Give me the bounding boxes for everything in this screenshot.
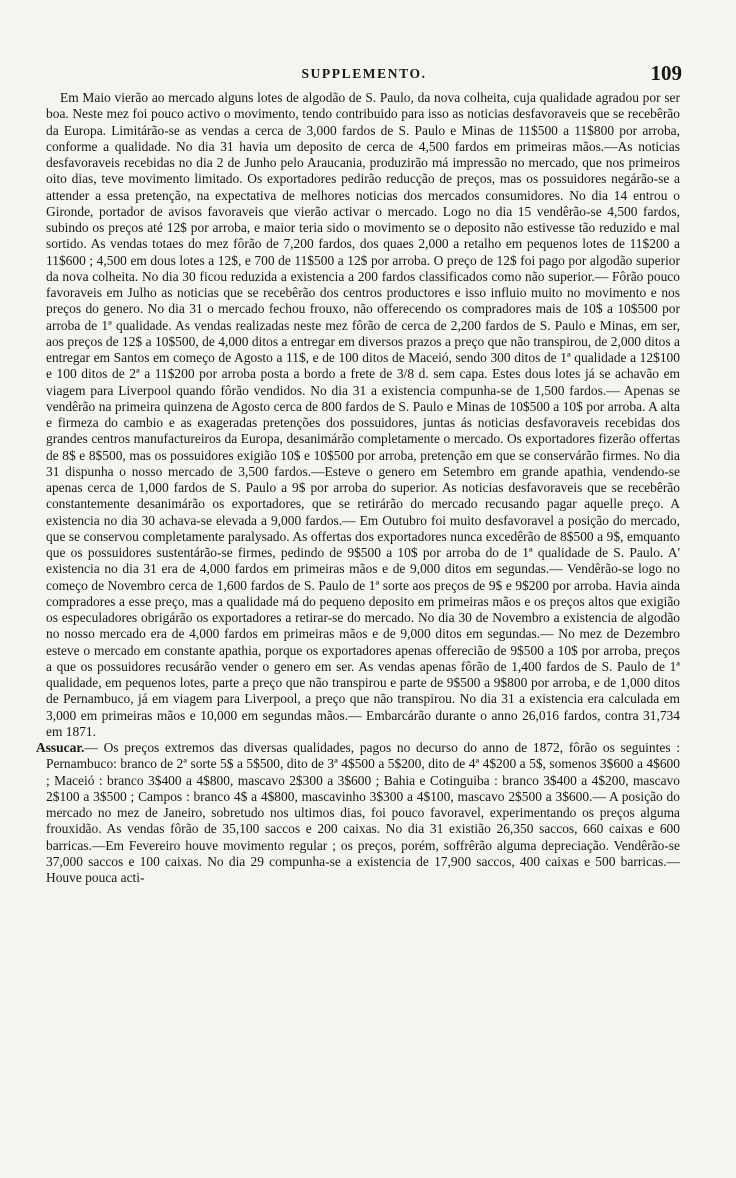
page-number: 109 xyxy=(650,61,682,85)
paragraph-algodao xyxy=(46,90,680,740)
paragraph-assucar xyxy=(36,740,680,886)
entry-heading: Assucar. xyxy=(36,740,85,755)
body-text xyxy=(36,90,680,886)
paragraph-text: Em Maio vierão ao mercado alguns lotes de algodão de S. Paulo, da nova colheita, cuja qualidade agradou por ser boa. Neste mez foi pouco activo o movimento, tendo contribuido para isso as noticias desfavoraveis que se recebêrão da Europa. Limitárão-se as vendas a cerca de 3,000 fardos de S. Paulo e Minas de 11$500 a 11$800 por arroba, conforme a qualidade. No dia 31 havia um deposito de cerca de 4,500 fardos em primeiras mãos.—As noticias desfavoraveis recebidas no dia 2 de Junho pelo Araucania, produzirão má impressão no mercado, que nos primeiros oito dias, teve movimento limitado. Os exportadores pedirão reducção de preços, mas os possuidores negárão-se a attender a essa pretenção, na expectativa de melhores noticias dos mercados consumidores. No dia 14 entrou o Gironde, portador de avisos favoraveis que vierão activar o mercado. Logo no dia 15 vendêrão-se 4,500 fardos, subindo os preços até 12$ por arroba, e maior teria sido o movimento se o deposito não estivesse tão reduzido e mal sortido. As vendas totaes do mez fôrão de 7,200 fardos, dos quaes 2,000 a retalho em pequenos lotes de 11$200 a 11$600 ; 4,500 em dous lotes a 12$, e 700 de 11$500 a 12$ por arroba. O preço de 12$ foi pago por algodão superior da nova colheita. No dia 30 ficou reduzida a existencia a 200 fardos classificados como não superior.— Fôrão pouco favoraveis em Julho as noticias que se recebêrão dos centros productores e isso influio muito no movimento e nos preços do genero. No dia 31 o mercado fechou frouxo, não offerecendo os compradores mais de 10$ a 10$500 por arroba de 1ª qualidade. As vendas realizadas neste mez fôrão de cerca de 2,200 fardos de S. Paulo e Minas, em ser, aos preços de 12$ a 10$500, de 4,000 ditos a entregar em diversos prazos a preço que não transpirou, de 2,000 ditos a entregar em Santos em começo de Agosto a 11$, e de 100 ditos de Maceió, sendo 300 ditos de 1ª qualidade a 12$100 e 100 ditos de 2ª a 11$200 por arroba posta a bordo a frete de 3/8 d. sem capa. Estes dous lotes já se achavão em viagem para Liverpool quando fôrão vendidos. No dia 31 a existencia compunha-se de 1,500 fardos.— Apenas se vendêrão na primeira quinzena de Agosto cerca de 800 fardos de S. Paulo e Minas de 10$500 a 10$ por arroba. A alta e firmeza do cambio e as exageradas pretenções dos possuidores, juntas ás noticias desfavoraveis recebidas dos grandes centros manufactureiros da Europa, desanimárão completamente o mercado. Os exportadores fizerão offertas de 8$ e 8$500, mas os possuidores exigião 10$ e 10$500 por arroba, pretenção em que se conservárão firmes. No dia 31 dispunha o nosso mercado de 3,500 fardos.—Esteve o genero em Setembro em grande apathia, vendendo-se apenas cerca de 1,000 fardos de S. Paulo a 9$ por arroba do superior. As noticias desfavoraveis que se recebêrão constantemente desanimárão os exportadores, que se retirárão do mercado recusando pagar aquelle preço. A existencia no dia 30 achava-se elevada a 9,000 fardos.— Em Outubro foi muito desfavoravel a posição do mercado, que se conservou completamente paralysado. As offertas dos exportadores nunca excedêrão de 8$500 a 9$, emquanto que os possuidores sustentárão-se firmes, pedindo de 9$500 a 10$ por arroba do de 1ª qualidade de S. Paulo. A' existencia no dia 31 era de 4,000 fardos em primeiras mãos e de 9,000 ditos em segundas.— Vendêrão-se logo no começo de Novembro cerca de 1,600 fardos de S. Paulo de 1ª sorte aos preços de 9$ e 9$200 por arroba. Havia ainda compradores a esse preço, mas a qualidade má do pequeno deposito em primeiras mãos e os preços altos que exigião os especuladores obrigárão os exportadores a retirar-se do mercado. No dia 30 de Novembro a existencia de algodão no nosso mercado era de 4,000 fardos em primeiras mãos e de 9,000 ditos em segundas.— No mez de Dezembro esteve o mercado em constante apathia, porque os exportadores apenas offerecião de 9$500 a 10$ por arroba, preços a que os possuidores recusárão vender o genero em ser. As vendas apenas fôrão de 1,400 fardos de S. Paulo de 1ª qualidade, em pequenos lotes, parte a preço que não transpirou e parte de 9$500 a 9$800 por arroba, e de 1,000 ditos de Pernambuco, já em viagem para Liverpool, a preço que não transpirou. No dia 31 a existencia era calculada em 3,000 em primeiras mãos e 10,000 em segundas mãos.— Embarcárão durante o anno 26,016 fardos, contra 31,734 em 1871. xyxy=(46,90,680,739)
paragraph-text: — Os preços extremos das diversas qualidades, pagos no decurso do anno de 1872, fôrão os seguintes : Pernambuco: branco de 2ª sorte 5$ a 5$500, dito de 3ª 4$500 a 5$200, dito de 4ª 4$200 a 5$, somenos 3$600 a 4$600 ; Maceió : branco 3$400 a 4$800, mascavo 2$300 a 3$600 ; Bahia e Cotinguiba : branco 3$400 a 4$200, mascavo 2$100 a 3$500 ; Campos : branco 4$ a 4$800, mascavinho 3$300 a 4$100, mascavo 2$500 a 3$600.— A posição do mercado no mez de Janeiro, sobretudo nos ultimos dias, foi pouco favoravel, experimentando os preços alguma frouxidão. As vendas fôrão de 35,100 saccos e 200 caixas. No dia 31 existião 26,350 saccos, 660 caixas e 600 barricas.—Em Fevereiro houve movimento regular ; os preços, porém, soffrêrão alguma depreciação. Vendêrão-se 37,000 saccos e 100 caixas. No dia 29 compunha-se a existencia de 17,900 saccos, 400 caixas e 500 barricas.— Houve pouca acti- xyxy=(46,740,680,885)
running-title: SUPPLEMENTO. xyxy=(301,66,427,81)
page-header xyxy=(46,61,682,90)
